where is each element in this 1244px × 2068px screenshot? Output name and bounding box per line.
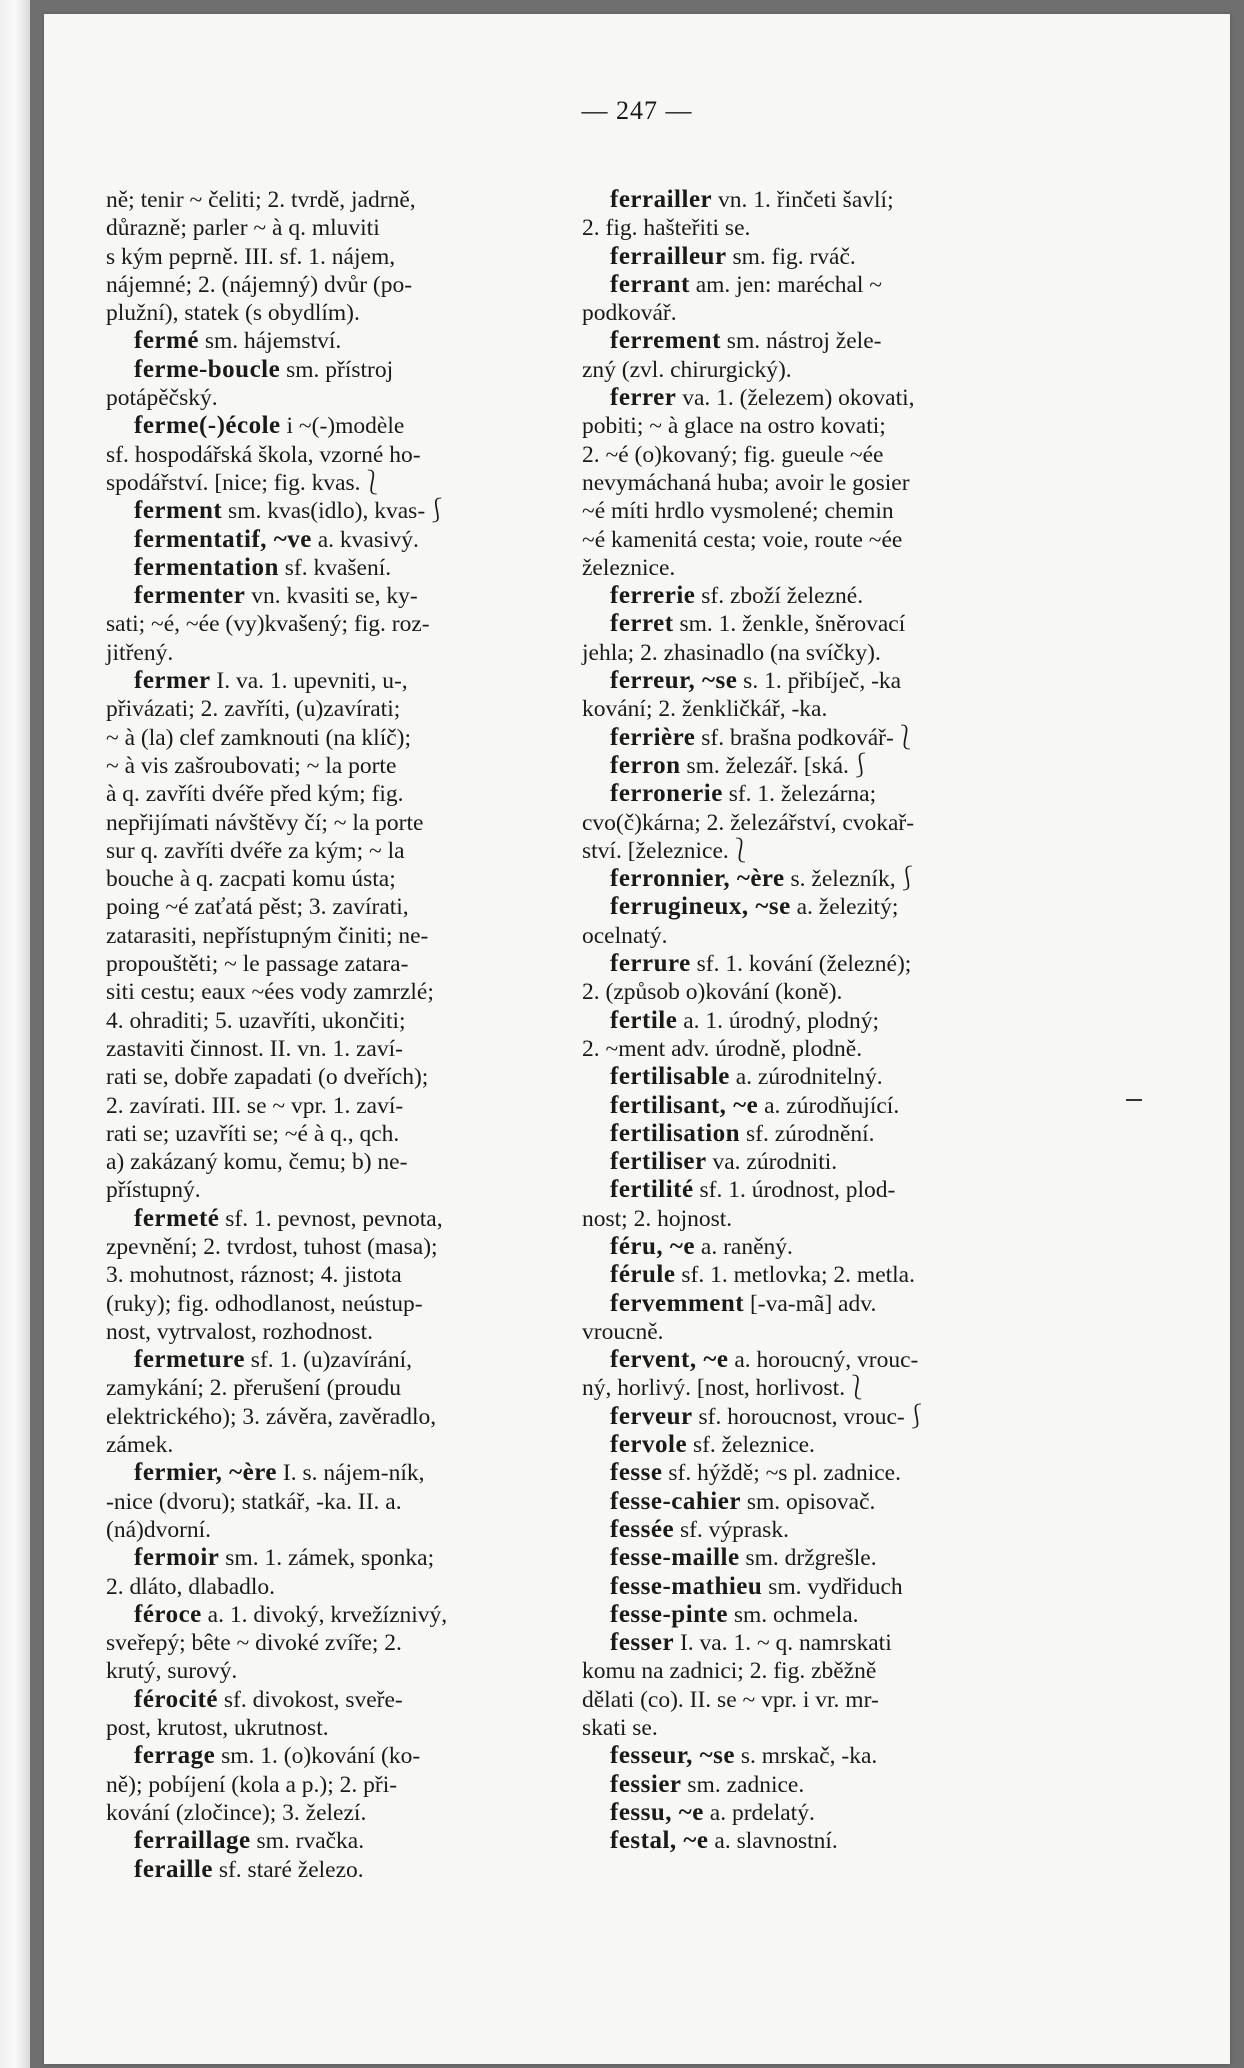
entry-continuation-line — [106, 724, 606, 752]
entry-headword-line — [582, 186, 1112, 214]
definition-text: důrazně; parler ~ à q. mluviti — [106, 215, 380, 242]
definition-text: am. jen: maréchal ~ — [689, 271, 882, 298]
definition-text: komu na zadnici; 2. fig. zběžně — [582, 1658, 877, 1685]
definition-text: sf. výprask. — [674, 1516, 789, 1543]
definition-text: sf. hýždě; ~s pl. zadnice. — [662, 1460, 901, 1487]
definition-text: ně); pobíjení (kola a p.); 2. při- — [106, 1771, 398, 1798]
entry-headword-line — [106, 526, 606, 554]
headword: ferrer — [610, 384, 677, 412]
definition-text: a. slavnostní. — [708, 1828, 838, 1855]
definition-text: sm. nástroj žele- — [720, 328, 882, 355]
definition-text: sf. brašna podkovář-⎱ — [695, 724, 918, 751]
entry-headword-line — [582, 1544, 1112, 1572]
entry-continuation-line — [582, 1374, 1112, 1402]
definition-text: poing ~é zaťatá pěst; 3. zavírati, — [106, 894, 409, 921]
definition-text: I. s. nájem-ník, — [277, 1460, 425, 1487]
definition-text: s. železník,⎰ — [784, 866, 920, 893]
definition-text: sf. staré železo. — [212, 1856, 364, 1883]
definition-text: zpevnění; 2. tvrdost, tuhost (masa); — [106, 1233, 438, 1260]
definition-text: a. horoucný, vrouc- — [728, 1347, 919, 1374]
entry-headword-line — [582, 1601, 1112, 1629]
definition-text: 2. zavírati. III. se ~ vpr. 1. zaví- — [106, 1092, 404, 1119]
entry-headword-line — [582, 610, 1112, 638]
headword: fesser — [610, 1629, 675, 1657]
headword: fertilité — [610, 1176, 694, 1204]
definition-text: rati se; uzavříti se; ~é à q., qch. — [106, 1120, 400, 1147]
entry-headword-line — [106, 667, 606, 695]
headword: fermeture — [134, 1346, 245, 1374]
definition-text: přivázati; 2. zavříti, (u)zavírati; — [106, 696, 401, 723]
definition-text: zatarasiti, nepřístupným činiti; ne- — [106, 922, 429, 949]
headword: fessée — [610, 1515, 675, 1543]
definition-text: sf. 1. kování (železné); — [690, 951, 912, 978]
entry-continuation-line — [106, 214, 606, 242]
right-column — [582, 186, 1112, 1856]
entry-continuation-line — [582, 837, 1112, 865]
definition-text: ně; tenir ~ čeliti; 2. tvrdě, jadrně, — [106, 187, 416, 213]
headword: fermier, ~ère — [134, 1459, 278, 1487]
definition-text: sm. hájemství. — [198, 328, 342, 355]
headword: fermeté — [134, 1204, 220, 1232]
entry-continuation-line — [582, 526, 1112, 554]
definition-text: [-va-mã] adv. — [744, 1290, 877, 1317]
definition-text: 3. mohutnost, ráznost; 4. jistota — [106, 1262, 402, 1289]
definition-text: potápěčský. — [106, 385, 218, 412]
headword: fessier — [610, 1770, 682, 1798]
entry-headword-line — [582, 271, 1112, 299]
headword: fermer — [134, 667, 211, 695]
entry-headword-line — [582, 724, 1112, 752]
entry-continuation-line — [106, 752, 606, 780]
definition-text: rati se, dobře zapadati (o dveřích); — [106, 1064, 429, 1091]
entry-headword-line — [106, 1856, 606, 1884]
definition-text: -nice (dvoru); statkář, -ka. II. a. — [106, 1488, 402, 1515]
headword: fesse-maille — [610, 1544, 740, 1572]
entry-continuation-line — [106, 1007, 606, 1035]
entry-continuation-line — [106, 639, 606, 667]
headword: férule — [610, 1261, 676, 1289]
headword: fesse — [610, 1459, 663, 1487]
entry-continuation-line — [582, 922, 1112, 950]
definition-text: sf. 1. železárna; — [722, 781, 877, 808]
definition-text: sm. opisovač. — [740, 1488, 876, 1515]
entry-continuation-line — [106, 1318, 606, 1346]
definition-text: kování (zločince); 3. železí. — [106, 1799, 367, 1826]
entry-headword-line — [106, 327, 606, 355]
headword: ferme-boucle — [134, 355, 281, 383]
definition-text: sf. 1. pevnost, pevnota, — [219, 1205, 443, 1232]
entry-continuation-line — [106, 1120, 606, 1148]
entry-headword-line — [106, 1686, 606, 1714]
definition-text: (ruky); fig. odhodlanost, neústup- — [106, 1290, 423, 1317]
definition-text: bouche à q. zacpati komu ústa; — [106, 866, 396, 893]
entry-headword-line — [106, 497, 606, 525]
entry-headword-line — [106, 356, 606, 384]
entry-continuation-line — [106, 780, 606, 808]
entry-headword-line — [582, 865, 1112, 893]
definition-text: a. 1. úrodný, plodný; — [677, 1007, 880, 1034]
definition-text: sm. zadnice. — [681, 1771, 805, 1798]
entry-continuation-line — [106, 1092, 606, 1120]
definition-text: a. zúrodnitelný. — [729, 1064, 883, 1091]
definition-text: sm. držgrešle. — [739, 1545, 877, 1572]
definition-text: vroucně. — [582, 1318, 664, 1345]
entry-continuation-line — [582, 978, 1112, 1006]
entry-headword-line — [582, 1261, 1112, 1289]
entry-continuation-line — [106, 893, 606, 921]
entry-headword-line — [582, 950, 1112, 978]
definition-text: nost; 2. hojnost. — [582, 1205, 733, 1232]
headword: fermé — [134, 327, 199, 355]
definition-text: železnice. — [582, 554, 676, 581]
definition-text: vn. 1. řinčeti šavlí; — [712, 187, 894, 213]
entry-continuation-line — [106, 837, 606, 865]
entry-headword-line — [106, 1827, 606, 1855]
definition-text: ství. [železnice.⎱ — [582, 837, 753, 864]
definition-text: à q. zavříti dvéře před kým; fig. — [106, 781, 404, 808]
definition-text: ~ à vis zašroubovati; ~ la porte — [106, 752, 397, 779]
definition-text: sm. fig. rváč. — [726, 243, 856, 270]
entry-headword-line — [106, 1346, 606, 1374]
entry-continuation-line — [582, 1318, 1112, 1346]
definition-text: zastaviti činnost. II. vn. 1. zaví- — [106, 1035, 403, 1062]
entry-continuation-line — [582, 809, 1112, 837]
entry-continuation-line — [106, 469, 606, 497]
headword: ferrerie — [610, 582, 696, 610]
headword: ferment — [134, 497, 223, 525]
definition-text: vn. kvasiti se, ky- — [245, 583, 418, 610]
entry-continuation-line — [582, 469, 1112, 497]
entry-headword-line — [582, 1403, 1112, 1431]
headword: fesseur, ~se — [610, 1742, 736, 1770]
headword: fermenter — [134, 582, 246, 610]
headword: fervemment — [610, 1289, 745, 1317]
entry-headword-line — [582, 1516, 1112, 1544]
entry-headword-line — [582, 893, 1112, 921]
definition-text: siti cestu; eaux ~ées vody zamrzlé; — [106, 979, 434, 1006]
definition-text: a) zakázaný komu, čemu; b) ne- — [106, 1149, 408, 1176]
definition-text: s. mrskač, -ka. — [735, 1743, 878, 1770]
entry-continuation-line — [582, 1714, 1112, 1742]
entry-continuation-line — [582, 299, 1112, 327]
definition-text: (ná)dvorní. — [106, 1516, 212, 1543]
definition-text: podkovář. — [582, 300, 677, 327]
headword: ferreur, ~se — [610, 667, 738, 695]
definition-text: ~é kamenitá cesta; voie, route ~ée — [582, 526, 903, 553]
definition-text: zný (zvl. chirurgický). — [582, 356, 792, 383]
entry-continuation-line — [106, 950, 606, 978]
definition-text: 2. ~ment adv. úrodně, plodně. — [582, 1035, 863, 1062]
definition-text: va. 1. (železem) okovati, — [676, 385, 915, 412]
entry-headword-line — [582, 1431, 1112, 1459]
headword: ferrailler — [610, 186, 713, 213]
entry-continuation-line — [582, 1035, 1112, 1063]
entry-continuation-line — [106, 441, 606, 469]
entry-headword-line — [582, 243, 1112, 271]
entry-headword-line — [582, 667, 1112, 695]
definition-text: plužní), statek (s obydlím). — [106, 300, 360, 327]
entry-continuation-line — [582, 412, 1112, 440]
definition-text: a. zúrodňující. — [758, 1092, 900, 1119]
entry-headword-line — [582, 1742, 1112, 1770]
entry-continuation-line — [106, 922, 606, 950]
entry-headword-line — [582, 1799, 1112, 1827]
entry-headword-line — [582, 384, 1112, 412]
entry-headword-line — [582, 1346, 1112, 1374]
definition-text: nevymáchaná huba; avoir le gosier — [582, 469, 910, 496]
entry-headword-line — [582, 1629, 1112, 1657]
headword: fermoir — [134, 1544, 220, 1572]
definition-text: sm. přístroj — [280, 356, 394, 383]
entry-continuation-line — [582, 1205, 1112, 1233]
definition-text: sm. rvačka. — [250, 1828, 365, 1855]
entry-headword-line — [106, 554, 606, 582]
headword: fesse-pinte — [610, 1600, 728, 1628]
headword: ferraillage — [134, 1827, 251, 1855]
definition-text: s. 1. přibíječ, -ka — [737, 668, 902, 695]
definition-text: 2. ~é (o)kovaný; fig. gueule ~ée — [582, 441, 884, 468]
entry-continuation-line — [582, 1657, 1112, 1685]
entry-headword-line — [582, 752, 1112, 780]
headword: fesse-mathieu — [610, 1572, 763, 1600]
entry-continuation-line — [106, 1176, 606, 1204]
definition-text: pobiti; ~ à glace na ostro kovati; — [582, 413, 886, 440]
entry-continuation-line — [106, 1488, 606, 1516]
entry-continuation-line — [106, 1799, 606, 1827]
definition-text: jehla; 2. zhasinadlo (na svíčky). — [582, 639, 881, 666]
headword: fervent, ~e — [610, 1346, 729, 1374]
entry-continuation-line — [582, 497, 1112, 525]
headword: fervole — [610, 1431, 688, 1459]
entry-headword-line — [106, 412, 606, 440]
entry-continuation-line — [106, 243, 606, 271]
entry-continuation-line — [106, 978, 606, 1006]
entry-continuation-line — [106, 1261, 606, 1289]
entry-continuation-line — [106, 1374, 606, 1402]
entry-headword-line — [106, 1601, 606, 1629]
definition-text: dělati (co). II. se ~ vpr. i vr. mr- — [582, 1686, 879, 1713]
entry-continuation-line — [106, 384, 606, 412]
entry-continuation-line — [582, 695, 1112, 723]
entry-continuation-line — [106, 1771, 606, 1799]
headword: fertilisable — [610, 1063, 730, 1091]
definition-text: sm. 1. (o)kování (ko- — [215, 1743, 421, 1770]
definition-text: elektrického); 3. závěra, zavěradlo, — [106, 1403, 437, 1430]
definition-text: sm. vydřiduch — [762, 1573, 903, 1600]
definition-text: sm. 1. zámek, sponka; — [219, 1545, 435, 1572]
headword: fertile — [610, 1006, 678, 1034]
definition-text: zamykání; 2. přerušení (proudu — [106, 1375, 401, 1402]
entry-continuation-line — [582, 639, 1112, 667]
definition-text: kování; 2. ženkličkář, -ka. — [582, 696, 828, 723]
definition-text: post, krutost, ukrutnost. — [106, 1715, 329, 1742]
entry-headword-line — [106, 1205, 606, 1233]
entry-headword-line — [106, 1742, 606, 1770]
entry-headword-line — [582, 1092, 1112, 1120]
definition-text: ocelnatý. — [582, 922, 668, 949]
entry-continuation-line — [582, 554, 1112, 582]
entry-continuation-line — [106, 809, 606, 837]
headword: ferronerie — [610, 780, 723, 808]
definition-text: sf. 1. (u)zavírání, — [244, 1347, 412, 1374]
crop-mark — [1126, 1099, 1142, 1101]
headword: ferrage — [134, 1742, 216, 1770]
headword: ferrugineux, ~se — [610, 893, 791, 921]
headword: fertilisation — [610, 1119, 741, 1147]
entry-headword-line — [582, 1063, 1112, 1091]
definition-text: nájemné; 2. (nájemný) dvůr (po- — [106, 271, 413, 298]
definition-text: sf. kvašení. — [278, 554, 392, 581]
headword: ferme(-)école — [134, 412, 281, 440]
headword: fertiliser — [610, 1148, 707, 1176]
headword: ferron — [610, 751, 681, 779]
headword: ferronnier, ~ère — [610, 865, 785, 893]
book-spine — [0, 0, 30, 2068]
entry-headword-line — [582, 1120, 1112, 1148]
definition-text: 4. ohraditi; 5. uzavříti, ukončiti; — [106, 1007, 406, 1034]
entry-continuation-line — [106, 1148, 606, 1176]
definition-text: sm. kvas(idlo), kvas-⎰ — [222, 498, 449, 525]
definition-text: sm. ochmela. — [727, 1601, 859, 1628]
definition-text: sf. divokost, sveře- — [218, 1686, 403, 1713]
entry-headword-line — [582, 1290, 1112, 1318]
definition-text: spodářství. [nice; fig. kvas.⎱ — [106, 469, 385, 496]
entry-headword-line — [582, 1148, 1112, 1176]
definition-text: nost, vytrvalost, rozhodnost. — [106, 1318, 373, 1345]
entry-headword-line — [582, 1827, 1112, 1855]
entry-continuation-line — [106, 1403, 606, 1431]
definition-text: propouštěti; ~ le passage zatara- — [106, 951, 409, 978]
headword: ferrure — [610, 950, 691, 978]
headword: féru, ~e — [610, 1232, 696, 1260]
headword: festal, ~e — [610, 1827, 709, 1855]
entry-continuation-line — [106, 1657, 606, 1685]
entry-headword-line — [582, 582, 1112, 610]
entry-continuation-line — [106, 695, 606, 723]
definition-text: sf. hospodářská škola, vzorné ho- — [106, 441, 421, 468]
headword: fessu, ~e — [610, 1798, 704, 1826]
left-column — [106, 186, 606, 1884]
entry-headword-line — [106, 1459, 606, 1487]
entry-headword-line — [582, 1459, 1112, 1487]
definition-text: cvo(č)kárna; 2. železářství, cvokař- — [582, 809, 915, 836]
definition-text: I. va. 1. ~ q. namrskati — [674, 1630, 892, 1657]
definition-text: sf. horoucnost, vrouc-⎰ — [692, 1403, 929, 1430]
entry-continuation-line — [106, 1063, 606, 1091]
definition-text: krutý, surový. — [106, 1658, 238, 1685]
entry-continuation-line — [582, 214, 1112, 242]
entry-continuation-line — [582, 441, 1112, 469]
headword: fertilisant, ~e — [610, 1091, 759, 1119]
headword: féroce — [134, 1600, 202, 1628]
definition-text: sf. zúrodnění. — [740, 1120, 875, 1147]
entry-continuation-line — [582, 1686, 1112, 1714]
entry-continuation-line — [106, 1714, 606, 1742]
definition-text: a. prdelatý. — [703, 1799, 815, 1826]
definition-text: sveřepý; bête ~ divoké zvíře; 2. — [106, 1630, 402, 1657]
entry-continuation-line — [106, 1629, 606, 1657]
headword: ferrement — [610, 327, 721, 355]
headword: feraille — [134, 1855, 213, 1883]
entry-continuation-line — [106, 1573, 606, 1601]
entry-continuation-line — [106, 1290, 606, 1318]
entry-headword-line — [106, 582, 606, 610]
entry-continuation-line — [106, 186, 606, 214]
entry-headword-line — [582, 1771, 1112, 1799]
entry-continuation-line — [582, 356, 1112, 384]
definition-text: i ~(-)modèle — [280, 413, 405, 440]
definition-text: ný, horlivý. [nost, horlivost.⎱ — [582, 1375, 869, 1402]
definition-text: sf. zboží železné. — [695, 583, 864, 610]
definition-text: sm. železář. [ská.⎰ — [680, 752, 873, 779]
definition-text: 2. fig. hašteřiti se. — [582, 215, 751, 242]
definition-text: jitřený. — [106, 639, 174, 666]
definition-text: s kým peprně. III. sf. 1. nájem, — [106, 243, 396, 270]
definition-text: skati se. — [582, 1715, 658, 1742]
definition-text: 2. (způsob o)kování (koně). — [582, 979, 843, 1006]
headword: fesse-cahier — [610, 1487, 741, 1515]
definition-text: sm. 1. ženkle, šněrovací — [673, 611, 906, 638]
entry-continuation-line — [106, 1233, 606, 1261]
definition-text: 2. dláto, dlabadlo. — [106, 1573, 276, 1600]
entry-continuation-line — [106, 299, 606, 327]
definition-text: sati; ~é, ~ée (vy)kvašený; fig. roz- — [106, 611, 430, 638]
entry-headword-line — [582, 780, 1112, 808]
entry-headword-line — [106, 1544, 606, 1572]
definition-text: nepřijímati návštěvy čí; ~ la porte — [106, 809, 424, 836]
entry-continuation-line — [106, 1516, 606, 1544]
entry-continuation-line — [106, 271, 606, 299]
headword: fermentation — [134, 553, 279, 581]
definition-text: sf. železnice. — [687, 1432, 815, 1459]
definition-text: přístupný. — [106, 1177, 201, 1204]
entry-headword-line — [582, 1233, 1112, 1261]
entry-headword-line — [582, 1176, 1112, 1204]
headword: ferrailleur — [610, 242, 727, 270]
definition-text: sf. 1. metlovka; 2. metla. — [675, 1262, 915, 1289]
definition-text: a. 1. divoký, krvežíznivý, — [201, 1601, 448, 1628]
entry-continuation-line — [106, 1035, 606, 1063]
headword: ferrière — [610, 723, 696, 751]
entry-headword-line — [582, 327, 1112, 355]
definition-text: a. raněný. — [695, 1233, 793, 1260]
definition-text: ~é míti hrdlo vysmolené; chemin — [582, 498, 894, 525]
definition-text: sur q. zavříti dvéře za kým; ~ la — [106, 837, 405, 864]
definition-text: sf. 1. úrodnost, plod- — [693, 1177, 896, 1204]
dictionary-page — [44, 14, 1230, 2064]
entry-continuation-line — [106, 865, 606, 893]
entry-continuation-line — [106, 610, 606, 638]
headword: ferrant — [610, 270, 690, 298]
definition-text: ~ à (la) clef zamknouti (na klíč); — [106, 724, 412, 751]
headword: ferret — [610, 610, 674, 638]
entry-headword-line — [582, 1573, 1112, 1601]
entry-headword-line — [582, 1488, 1112, 1516]
headword: ferveur — [610, 1402, 693, 1430]
headword: férocité — [134, 1685, 219, 1713]
entry-continuation-line — [106, 1431, 606, 1459]
definition-text: va. zúrodniti. — [706, 1149, 838, 1176]
definition-text: a. kvasivý. — [311, 526, 419, 553]
definition-text: a. železitý; — [790, 894, 899, 921]
headword: fermentatif, ~ve — [134, 525, 312, 553]
definition-text: I. va. 1. upevniti, u-, — [210, 668, 408, 695]
definition-text: zámek. — [106, 1432, 174, 1459]
page-number: — 247 — — [581, 96, 693, 125]
entry-headword-line — [582, 1007, 1112, 1035]
